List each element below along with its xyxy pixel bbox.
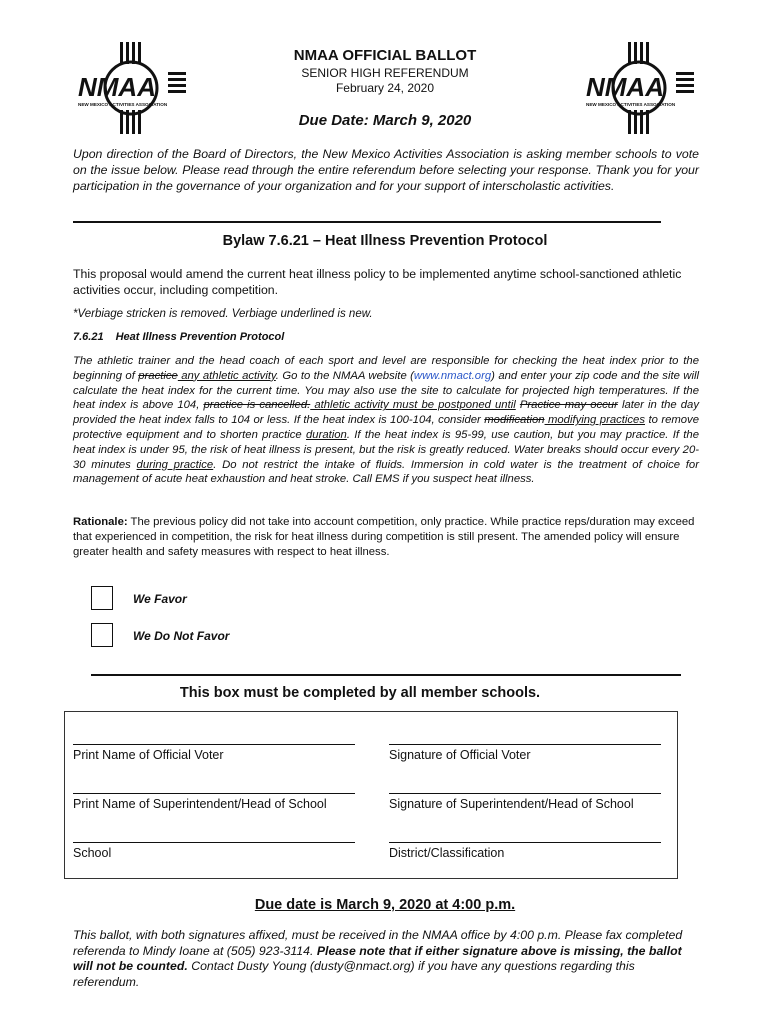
signature-box-title: This box must be completed by all member schools. xyxy=(179,685,541,701)
ballot-date: February 24, 2020 xyxy=(335,81,435,95)
svg-text:NMAA: NMAA xyxy=(78,72,156,102)
final-due-date: Due date is March 9, 2020 at 4:00 p.m. xyxy=(254,897,516,913)
superintendent-signature-line[interactable] xyxy=(389,793,661,794)
favor-checkbox[interactable] xyxy=(91,586,113,610)
bylaw-body: The athletic trainer and the head coach of each sport and level are responsible for checking the heat index prior to the beginning of practice any athletic activity. Go to the NMAA website (www.nmact.org) and enter your zip code and the site will calculate the heat index for the current time. You may also use the site to calculate for projected high temperatures. If the heat index is above 104, practice is cancelled. athletic activity must be postponed until Practice may occur later in the day provided the heat index falls to 104 or less. If the heat index is 100-104, consider modification modifying practices to remove protective equipment and to shorten practice duration. If the heat index is 95-99, use caution, but you may practice. If the heat index is under 95, the risk of heat illness is present, but the risk is greatly reduced. Water breaks should occur every 20-30 minutes during practice. Do not restrict the intake of fluids. Immersion in cold water is the treatment of choice for management of acute heat exhaustion and heat stroke. Call EMS if you suspect heat illness. xyxy=(73,355,699,486)
ballot-title: NMAA OFFICIAL BALLOT xyxy=(293,47,477,64)
not-favor-checkbox[interactable] xyxy=(91,623,113,647)
intro-paragraph: Upon direction of the Board of Directors, the New Mexico Activities Association is asking member schools to vote on the issue below. Please read through the entire referendum before selecting your response. Thank you for your participation in the governance of your organization and for your support of interscholastic activities. xyxy=(73,147,699,193)
school-label: School xyxy=(73,846,112,860)
rationale-paragraph: Rationale: The previous policy did not take into account competition, only practice. While practice reps/duration may exceed that experienced in competition, the risk for heat illness during competition is still present. The amended policy will ensure greater health and safety measures with respect to heat illness. xyxy=(73,516,695,558)
signature-box xyxy=(64,711,678,879)
svg-text:NEW MEXICO ACTIVITIES ASSOCIAT: NEW MEXICO ACTIVITIES ASSOCIATION xyxy=(78,102,168,107)
voter-name-line[interactable] xyxy=(73,744,355,745)
proposal-text: This proposal would amend the current heat illness policy to be implemented anytime school-sanctioned athletic activities occur, including competition. xyxy=(73,267,682,297)
voter-signature-line[interactable] xyxy=(389,744,661,745)
stricken-text: practice is cancelled. xyxy=(203,399,311,412)
website-link[interactable]: www.nmact.org xyxy=(413,369,492,382)
warning-text: Please note that if either signature above is missing, the ballot will not be counted. xyxy=(73,943,682,974)
stricken-text: modification xyxy=(484,414,545,427)
district-label: District/Classification xyxy=(389,846,505,860)
closing-paragraph: This ballot, with both signatures affixed, must be received in the NMAA office by 4:00 p.m. Please fax completed referenda to Mindy Ioane at (505) 923-3114. Please note that if either signature above is missing, the ballot will not be counted. Contact Dusty Young (dusty@nmact.org) if you have any questions regarding this referendum. xyxy=(73,928,683,989)
section-number: 7.6.21 xyxy=(73,331,104,343)
stricken-text: practice xyxy=(138,369,178,382)
divider xyxy=(73,221,661,223)
svg-text:NMAA: NMAA xyxy=(586,72,664,102)
section-heading xyxy=(73,331,284,343)
school-line[interactable] xyxy=(73,842,355,843)
ballot-subtitle: SENIOR HIGH REFERENDUM xyxy=(301,66,469,80)
divider xyxy=(91,674,681,676)
voter-name-label: Print Name of Official Voter xyxy=(73,748,224,762)
district-line[interactable] xyxy=(389,842,661,843)
stricken-text: Practice may occur xyxy=(519,399,618,412)
new-text: athletic activity must be postponed until xyxy=(310,399,516,412)
verbiage-note: *Verbiage stricken is removed. Verbiage underlined is new. xyxy=(73,308,373,320)
voter-signature-label: Signature of Official Voter xyxy=(389,748,531,762)
new-text: during practice xyxy=(136,458,214,471)
rationale-label: Rationale: xyxy=(73,516,128,528)
superintendent-name-line[interactable] xyxy=(73,793,355,794)
superintendent-signature-label: Signature of Superintendent/Head of School xyxy=(389,797,634,811)
section-title: Heat Illness Prevention Protocol xyxy=(115,331,285,343)
superintendent-name-label: Print Name of Superintendent/Head of School xyxy=(73,797,327,811)
not-favor-label: We Do Not Favor xyxy=(133,629,230,643)
svg-text:NEW MEXICO ACTIVITIES ASSOCIAT: NEW MEXICO ACTIVITIES ASSOCIATION xyxy=(586,102,676,107)
new-text: modifying practices xyxy=(544,414,645,427)
bylaw-title: Bylaw 7.6.21 – Heat Illness Prevention Protocol xyxy=(222,233,548,249)
due-date-heading: Due Date: March 9, 2020 xyxy=(298,112,472,129)
new-text: duration xyxy=(306,428,347,441)
favor-label: We Favor xyxy=(133,592,187,606)
new-text: any athletic activity xyxy=(177,369,276,382)
